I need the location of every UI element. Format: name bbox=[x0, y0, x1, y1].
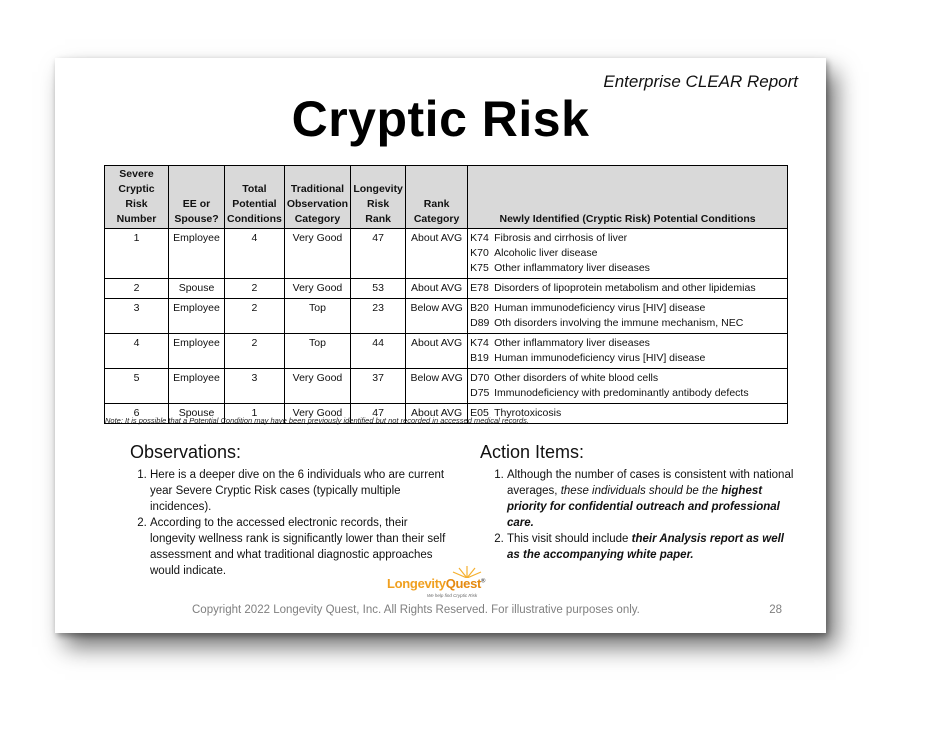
cell-total: 2 bbox=[225, 279, 285, 299]
condition-description: Other inflammatory liver diseases bbox=[494, 262, 650, 274]
condition-description: Alcoholic liver disease bbox=[494, 247, 598, 259]
condition-item bbox=[470, 351, 785, 366]
cell-rank-cat: About AVG bbox=[406, 229, 468, 279]
condition-code: E05 bbox=[470, 407, 489, 419]
condition-code: B19 bbox=[470, 352, 489, 364]
table-row bbox=[105, 279, 788, 299]
action-items-list bbox=[487, 467, 797, 563]
column-header bbox=[225, 166, 285, 229]
column-header bbox=[468, 166, 788, 229]
column-header bbox=[169, 166, 225, 229]
cell-conditions bbox=[468, 334, 788, 369]
logo-registered-mark: ® bbox=[481, 578, 486, 585]
column-header-line: EE or bbox=[182, 198, 211, 210]
table-note: Note: It is possible that a Potential Condition may have been previously identified but not recorded in accessed medical records. bbox=[105, 416, 529, 425]
column-header-line: Rank bbox=[365, 213, 391, 225]
cell-rank: 47 bbox=[351, 229, 406, 279]
condition-code: K74 bbox=[470, 337, 489, 349]
column-header-line: Category bbox=[294, 213, 341, 225]
column-header-line: Cryptic Risk bbox=[118, 183, 155, 210]
observation-item: 1. Here is a deeper dive on the 6 individuals who are current year Severe Cryptic Risk cases (typically multiple incidences). bbox=[150, 467, 450, 515]
copyright-text: Copyright 2022 Longevity Quest, Inc. All Rights Reserved. For illustrative purposes only. bbox=[192, 604, 640, 616]
condition-description: Human immunodeficiency virus [HIV] disease bbox=[494, 302, 706, 314]
table-row bbox=[105, 299, 788, 334]
condition-item bbox=[470, 316, 785, 331]
action-item bbox=[507, 467, 797, 531]
cell-conditions bbox=[468, 229, 788, 279]
cryptic-risk-table bbox=[104, 165, 788, 424]
page-number: 28 bbox=[769, 604, 782, 616]
cell-num: 4 bbox=[105, 334, 169, 369]
cell-trad: Very Good bbox=[284, 369, 350, 404]
cell-num: 6 bbox=[105, 404, 169, 424]
column-header-line: Number bbox=[116, 213, 157, 225]
action-items-title: Action Items: bbox=[480, 442, 585, 462]
cell-rank: 44 bbox=[351, 334, 406, 369]
column-header-line: Total bbox=[242, 183, 267, 195]
column-header bbox=[284, 166, 350, 229]
column-header-line: Severe bbox=[119, 168, 154, 180]
action-item-strong: their Analysis report as well as the accompanying white paper. bbox=[507, 533, 784, 561]
condition-item bbox=[470, 371, 785, 386]
condition-description: Other inflammatory liver diseases bbox=[494, 337, 650, 349]
column-header bbox=[105, 166, 169, 229]
condition-item bbox=[470, 281, 785, 296]
condition-description: Disorders of lipoprotein metabolism and other lipidemias bbox=[494, 282, 756, 294]
logo-text bbox=[387, 576, 485, 591]
condition-description: Oth disorders involving the immune mechanism, NEC bbox=[494, 317, 744, 329]
cell-rank: 47 bbox=[351, 404, 406, 424]
cell-ee: Spouse bbox=[169, 279, 225, 299]
column-header-line: Conditions bbox=[227, 213, 282, 225]
table-row bbox=[105, 369, 788, 404]
condition-item bbox=[470, 246, 785, 261]
cell-total: 1 bbox=[225, 404, 285, 424]
column-header-line: Newly Identified (Cryptic Risk) Potential Conditions bbox=[499, 213, 756, 225]
cell-rank-cat: Below AVG bbox=[406, 299, 468, 334]
condition-description: Immunodeficiency with predominantly antibody defects bbox=[494, 387, 749, 399]
cell-rank-cat: About AVG bbox=[406, 334, 468, 369]
column-header-line: Traditional bbox=[290, 183, 345, 195]
action-item-text: This visit should include bbox=[507, 533, 632, 545]
column-header-line: Potential bbox=[232, 198, 277, 210]
cell-total: 4 bbox=[225, 229, 285, 279]
condition-item bbox=[470, 261, 785, 276]
condition-code: K75 bbox=[470, 262, 489, 274]
column-header bbox=[406, 166, 468, 229]
table-body bbox=[105, 229, 788, 424]
table-row bbox=[105, 229, 788, 279]
cell-trad: Top bbox=[284, 334, 350, 369]
longevity-quest-logo bbox=[387, 568, 493, 600]
condition-code: K74 bbox=[470, 232, 489, 244]
logo-text-part: Quest bbox=[445, 576, 482, 591]
condition-item bbox=[470, 386, 785, 401]
column-header-line: Risk bbox=[367, 198, 390, 210]
cell-num: 1 bbox=[105, 229, 169, 279]
cell-conditions bbox=[468, 279, 788, 299]
condition-description: Thyrotoxicosis bbox=[494, 407, 562, 419]
cell-rank-cat: About AVG bbox=[406, 279, 468, 299]
condition-description: Other disorders of white blood cells bbox=[494, 372, 659, 384]
condition-code: B20 bbox=[470, 302, 489, 314]
condition-code: E78 bbox=[470, 282, 489, 294]
condition-item bbox=[470, 231, 785, 246]
action-item-emphasis: these individuals should be the bbox=[560, 485, 722, 497]
table-row bbox=[105, 334, 788, 369]
observations-list bbox=[130, 467, 450, 579]
observation-item: 2. According to the accessed electronic records, their longevity wellness rank is significantly lower than their self assessment and what traditional diagnostic approaches would indicate. bbox=[150, 515, 450, 579]
condition-description: Human immunodeficiency virus [HIV] disease bbox=[494, 352, 706, 364]
action-item-text: Although the number of cases is consistent with national averages, bbox=[507, 469, 794, 497]
cell-total: 3 bbox=[225, 369, 285, 404]
cell-rank-cat: About AVG bbox=[406, 404, 468, 424]
cell-rank-cat: Below AVG bbox=[406, 369, 468, 404]
action-item-strong: highest priority for confidential outreach and professional care. bbox=[507, 485, 780, 529]
column-header bbox=[351, 166, 406, 229]
page-title: Cryptic Risk bbox=[291, 91, 590, 147]
cell-conditions bbox=[468, 369, 788, 404]
cell-ee: Spouse bbox=[169, 404, 225, 424]
column-header-line: Rank bbox=[423, 198, 450, 210]
cell-rank: 37 bbox=[351, 369, 406, 404]
cell-trad: Very Good bbox=[284, 404, 350, 424]
condition-code: D75 bbox=[470, 387, 490, 399]
cell-ee: Employee bbox=[169, 229, 225, 279]
slide bbox=[55, 58, 826, 633]
condition-code: D70 bbox=[470, 372, 490, 384]
action-item bbox=[507, 531, 797, 563]
cell-total: 2 bbox=[225, 299, 285, 334]
cell-num: 3 bbox=[105, 299, 169, 334]
condition-item bbox=[470, 301, 785, 316]
report-label: Enterprise CLEAR Report bbox=[603, 72, 798, 91]
cell-trad: Very Good bbox=[284, 229, 350, 279]
cell-num: 2 bbox=[105, 279, 169, 299]
cell-ee: Employee bbox=[169, 334, 225, 369]
cell-total: 2 bbox=[225, 334, 285, 369]
cell-ee: Employee bbox=[169, 369, 225, 404]
table-header-row bbox=[105, 166, 788, 229]
condition-item bbox=[470, 336, 785, 351]
condition-code: K70 bbox=[470, 247, 489, 259]
observations-title: Observations: bbox=[130, 442, 242, 462]
cell-num: 5 bbox=[105, 369, 169, 404]
cell-rank: 53 bbox=[351, 279, 406, 299]
cell-trad: Top bbox=[284, 299, 350, 334]
cell-ee: Employee bbox=[169, 299, 225, 334]
logo-text-part: Longevity bbox=[387, 576, 446, 591]
condition-code: D89 bbox=[470, 317, 490, 329]
column-header-line: Spouse? bbox=[174, 213, 219, 225]
logo-tagline: We help find Cryptic Risk bbox=[427, 593, 478, 598]
column-header-line: Observation bbox=[286, 198, 349, 210]
column-header-line: Category bbox=[413, 213, 460, 225]
cell-conditions bbox=[468, 299, 788, 334]
cell-rank: 23 bbox=[351, 299, 406, 334]
column-header-line: Longevity bbox=[353, 183, 403, 195]
condition-description: Fibrosis and cirrhosis of liver bbox=[494, 232, 628, 244]
cell-trad: Very Good bbox=[284, 279, 350, 299]
